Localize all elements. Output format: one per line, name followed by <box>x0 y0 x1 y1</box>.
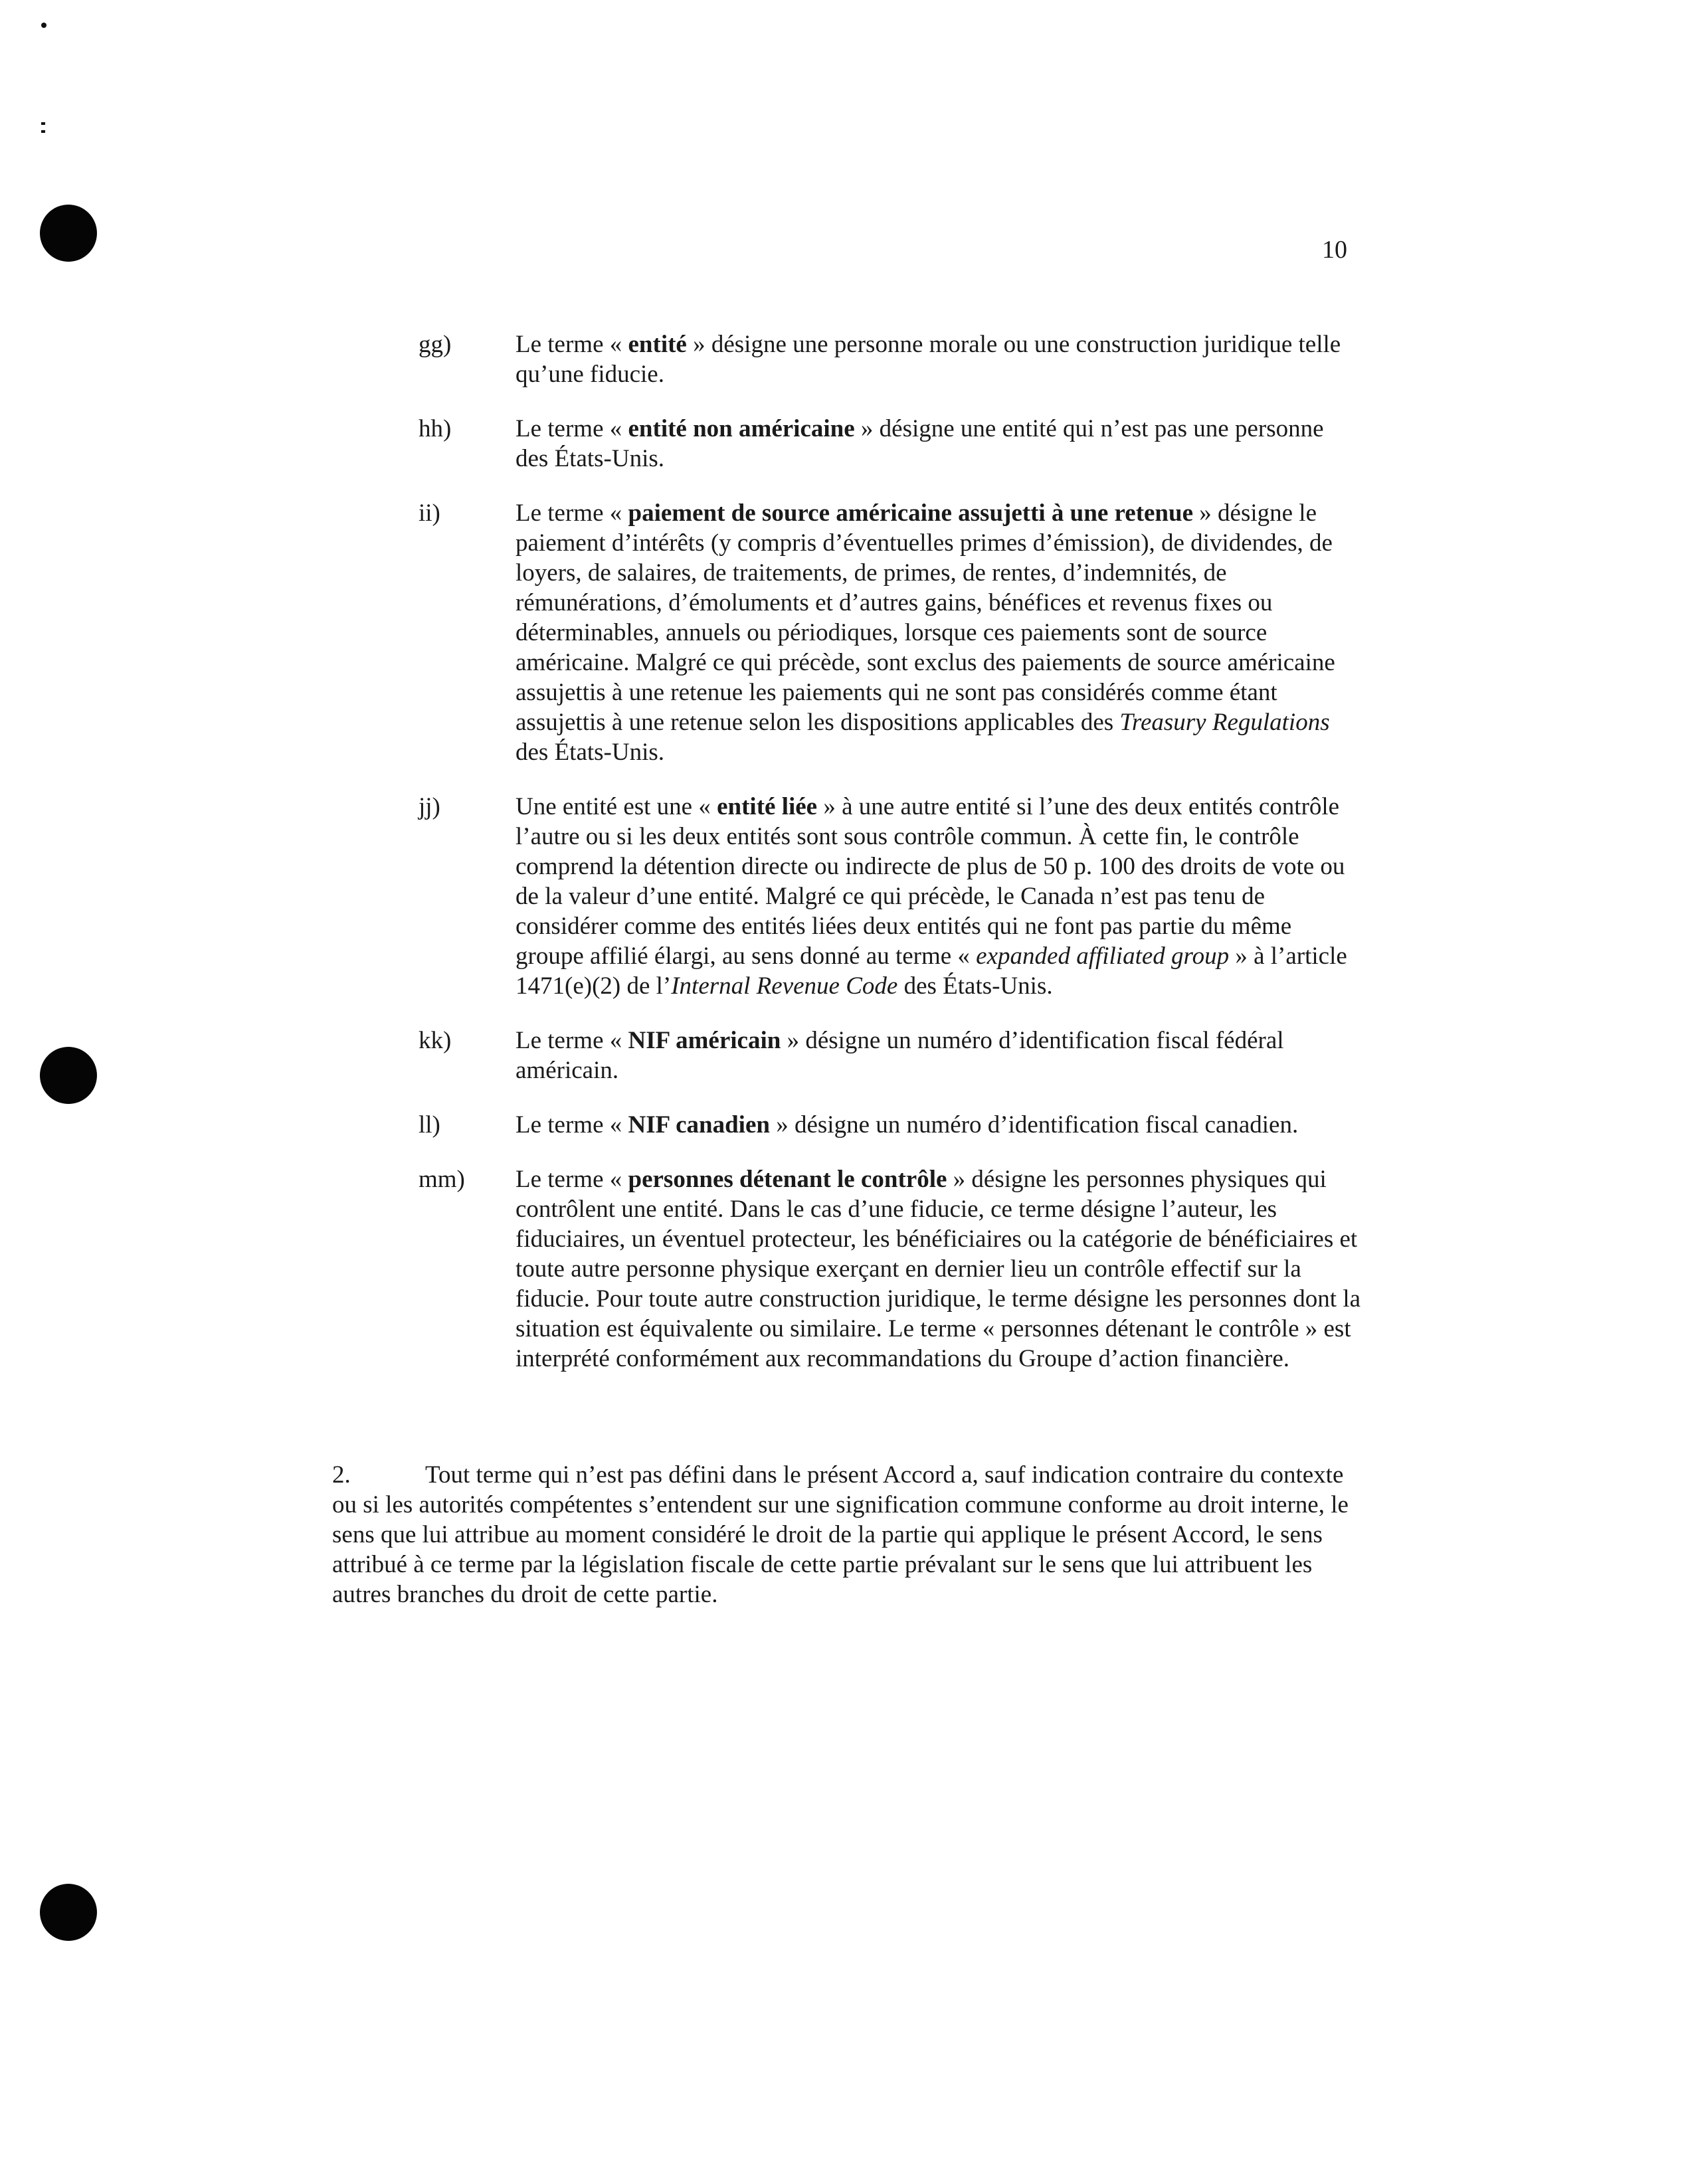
defined-term: entité liée <box>717 793 818 820</box>
definition-segment: » à une autre entité si l’une des deux entités contrôle l’autre ou si les deux entités sont sous contrôle commun. À cette fin, le contrôle comprend la détention directe ou indirecte de plus de 50 p. 100 des droits de vote ou de la valeur d’une entité. Malgré ce qui précède, le Canada n’est pas tenu de considérer comme des entités liées deux entités qui ne font pas partie du même groupe affilié élargi, au sens donné au terme « <box>516 793 1345 970</box>
definition-segment: Le terme « <box>516 331 628 358</box>
definition-segment: Le terme « <box>516 1166 628 1193</box>
definition-item <box>419 792 1362 1001</box>
definition-segment: » désigne le paiement d’intérêts (y compris d’éventuelles primes d’émission), de dividendes, de loyers, de salaires, de traitements, de primes, de rentes, d’indemnités, de rémunérations, d’émoluments et d’autres gains, bénéfices et revenus fixes ou déterminables, annuels ou périodiques, lorsque ces paiements sont de source américaine. Malgré ce qui précède, sont exclus des paiements de source américaine assujettis à une retenue les paiements qui ne sont pas considérés comme étant assujettis à une retenue selon les dispositions applicables des <box>516 500 1335 736</box>
definition-text <box>516 1164 1362 1374</box>
definition-segment: » à l’article 1471(e)(2) de l’ <box>516 943 1347 1000</box>
definition-item <box>419 1110 1362 1140</box>
italic-term: Treasury Regulations <box>1119 709 1330 736</box>
italic-term: Internal Revenue Code <box>671 972 898 1000</box>
definition-segment: des États-Unis. <box>897 972 1053 1000</box>
italic-term: expanded affiliated group <box>976 943 1230 970</box>
definition-segment: Le terme « <box>516 1027 628 1054</box>
definition-item <box>419 414 1362 474</box>
punch-hole <box>40 205 97 262</box>
definition-text <box>516 414 1362 474</box>
definition-segment: » désigne une personne morale ou une construction juridique telle qu’une fiducie. <box>516 331 1341 388</box>
definition-label: gg) <box>419 331 452 358</box>
definition-label: hh) <box>419 415 452 442</box>
definition-item <box>419 1026 1362 1085</box>
definition-item <box>419 1164 1362 1374</box>
definition-item <box>419 329 1362 389</box>
definition-segment: Le terme « <box>516 415 628 442</box>
definition-label: ll) <box>419 1111 440 1138</box>
paragraph-text: Tout terme qui n’est pas défini dans le présent Accord a, sauf indication contraire du contexte ou si les autorités compétentes s’entendent sur une signification commune conforme au droit interne, le sens que lui attribue au moment considéré le droit de la partie qui applique le présent Accord, le sens attribué à ce terme par la législation fiscale de cette partie prévalant sur le sens que lui attribuent les autres branches du droit de cette partie. <box>332 1461 1349 1608</box>
defined-term: NIF américain <box>628 1027 781 1054</box>
scan-speck <box>41 122 45 125</box>
definition-text <box>516 329 1362 389</box>
definitions-list <box>419 329 1362 1398</box>
scan-speck <box>41 130 45 133</box>
definition-text <box>516 792 1362 1001</box>
definition-label: kk) <box>419 1027 452 1054</box>
defined-term: paiement de source américaine assujetti à une retenue <box>628 500 1194 527</box>
definition-segment: Le terme « <box>516 1111 628 1138</box>
definition-segment: des États-Unis. <box>516 739 665 766</box>
definition-segment: » désigne un numéro d’identification fiscal fédéral américain. <box>516 1027 1284 1084</box>
punch-hole <box>40 1047 97 1104</box>
defined-term: entité <box>628 331 687 358</box>
punch-hole <box>40 1884 97 1941</box>
definition-text <box>516 1026 1362 1085</box>
definition-label: ii) <box>419 500 440 527</box>
paragraph-number: 2. <box>332 1461 351 1489</box>
defined-term: personnes détenant le contrôle <box>628 1166 947 1193</box>
definition-item <box>419 498 1362 767</box>
definition-label: mm) <box>419 1166 465 1193</box>
definition-segment: Une entité est une « <box>516 793 717 820</box>
definition-segment: » désigne une entité qui n’est pas une personne des États-Unis. <box>516 415 1324 472</box>
definition-segment: Le terme « <box>516 500 628 527</box>
page-number: 10 <box>1322 236 1347 264</box>
paragraph-2 <box>332 1460 1362 1609</box>
definition-segment: » désigne les personnes physiques qui contrôlent une entité. Dans le cas d’une fiducie, ce terme désigne l’auteur, les fiduciaires, un éventuel protecteur, les bénéficiaires ou la catégorie de bénéficiaires et toute autre personne physique exerçant en dernier lieu un contrôle effectif sur la fiducie. Pour toute autre construction juridique, le terme désigne les personnes dont la situation est équivalente ou similaire. Le terme « personnes détenant le contrôle » est interprété conformément aux recommandations du Groupe d’action financière. <box>516 1166 1361 1372</box>
definition-text <box>516 1110 1362 1140</box>
definition-segment: » désigne un numéro d’identification fiscal canadien. <box>769 1111 1299 1138</box>
definition-label: jj) <box>419 793 440 820</box>
scan-speck <box>41 23 47 28</box>
defined-term: entité non américaine <box>628 415 855 442</box>
defined-term: NIF canadien <box>628 1111 770 1138</box>
definition-text <box>516 498 1362 767</box>
